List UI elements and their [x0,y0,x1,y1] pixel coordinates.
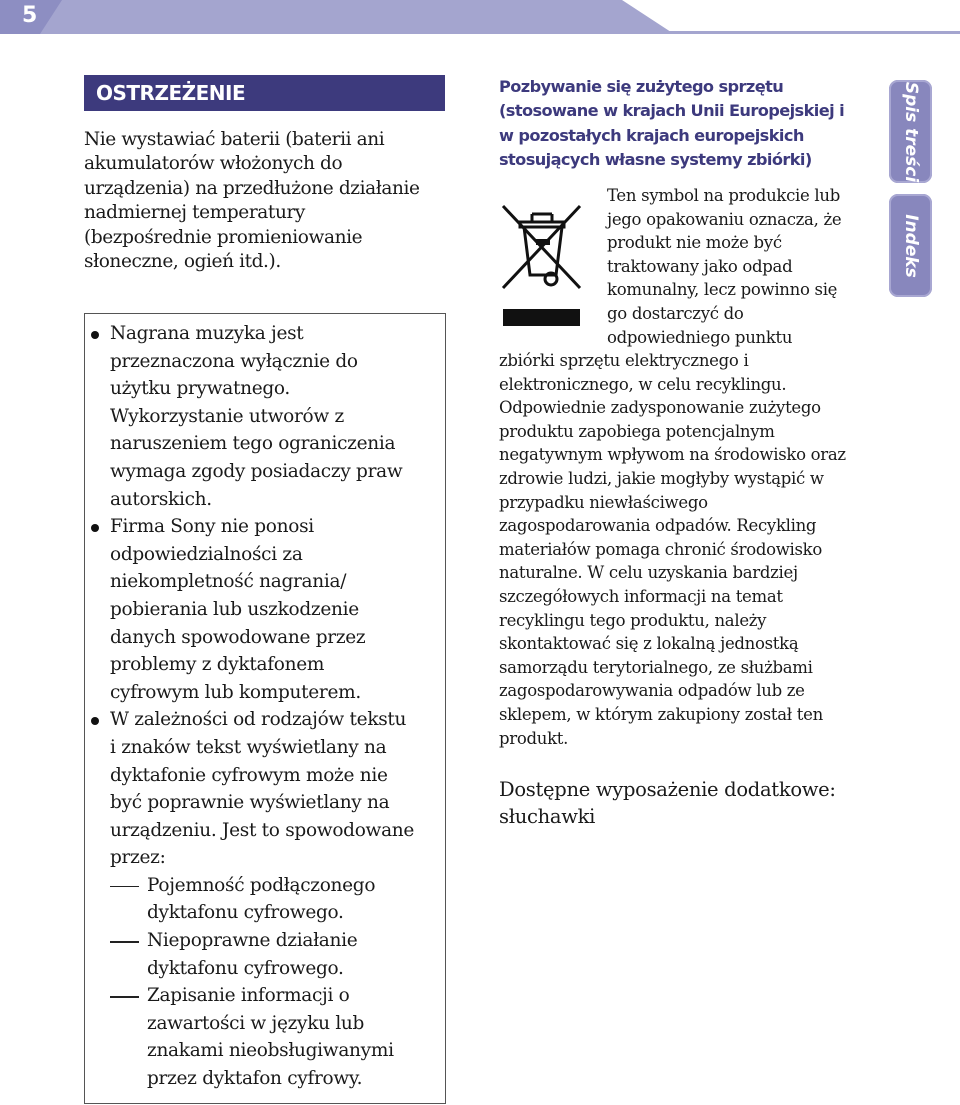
warning-line: nadmiernej temperatury [84,202,305,224]
disposal-line: produktu zapobiega potencjalnym [499,421,775,441]
notice-line: wymaga zgody posiadaczy praw [110,460,403,482]
notice-line: Wykorzystanie utworów z [110,405,344,427]
warning-line: urządzenia) na przedłużone działanie [84,177,420,199]
symbol-line: odpowiedniego punktu [607,327,793,347]
sub-item-line: Pojemność podłączonego [147,874,376,896]
tab-index-label: Indeks [900,213,921,278]
disposal-heading-line: w pozostałych krajach europejskich [499,125,804,145]
disposal-line: zagospodarowywania odpadów lub ze [499,681,805,701]
dash-icon [110,996,139,998]
notice-line: dyktafonie cyfrowym może nie [110,764,388,786]
symbol-description [607,184,867,349]
notice-item-display [107,706,437,1092]
top-bar-shape [0,0,960,34]
page-number: 5 [22,3,38,28]
disposal-line: skontaktować się z lokalną jednostką [499,634,799,654]
sub-item-line: znakami nieobsługiwanymi [147,1040,394,1062]
notice-item-liability [107,513,437,706]
symbol-line: produkt nie może być [607,233,782,253]
disposal-line: naturalne. W celu uzyskania bardziej [499,563,798,583]
bullet-icon [91,331,99,339]
symbol-line: Ten symbol na produkcie lub [607,186,840,205]
warning-text [84,128,454,274]
sub-item-unsupported-language [110,982,437,1092]
notice-list [107,320,437,1093]
warning-line: akumulatorów włożonych do [84,153,343,175]
warning-line: (bezpośrednie promieniowanie [84,226,363,248]
disposal-line: szczegółowych informacji na temat [499,586,783,606]
symbol-line: traktowany jako odpad [607,256,793,276]
disposal-line: produkt. [499,728,569,748]
weee-black-bar [503,309,580,326]
notice-line: odpowiedzialności za [110,543,303,565]
sub-item-line: przez dyktafon cyfrowy. [147,1068,363,1090]
disposal-line: zagospodarowania odpadów. Recykling [499,516,817,536]
disposal-heading-line: (stosowane w krajach Unii Europejskiej i [499,101,845,121]
sub-item-line: dyktafonu cyfrowego. [147,957,344,979]
notice-line: autorskich. [110,488,212,510]
notice-line: przez: [110,847,166,869]
notice-item-music [107,320,437,513]
notice-line: użytku prywatnego. [110,378,290,400]
dash-icon [110,941,139,943]
top-bar [0,0,960,34]
disposal-line: przypadku niewłaściwego [499,492,708,512]
notice-line: Nagrana muzyka jest [110,323,304,344]
disposal-line: samorządu terytorialnego, ze służbami [499,657,813,677]
warning-line: Nie wystawiać baterii (baterii ani [84,129,385,150]
notice-line: naruszeniem tego ograniczenia [110,433,396,455]
disposal-heading-line: Pozbywanie się zużytego sprzętu [499,77,784,96]
symbol-line: komunalny, lecz powinno się [607,280,838,300]
symbol-line: jego opakowaniu oznacza, że [607,209,842,229]
notice-line: problemy z dyktafonem [110,654,325,676]
disposal-heading [499,75,864,173]
disposal-line: zbiórki sprzętu elektrycznego i [499,351,749,370]
tab-table-of-contents[interactable] [889,80,932,183]
disposal-line: sklepem, w którym zakupiony został ten [499,704,823,724]
accessories-line: słuchawki [499,804,596,828]
notice-line: cyfrowym lub komputerem. [110,681,361,703]
disposal-line: negatywnym wpływom na środowisko oraz [499,445,846,465]
notice-line: danych spowodowane przez [110,626,366,648]
warning-line: słoneczne, ogień itd.). [84,251,281,273]
disposal-heading-line: stosujących własne systemy zbiórki) [499,150,812,170]
sub-item-line: Zapisanie informacji o [147,985,350,1007]
tab-index[interactable] [889,194,932,297]
sub-item-malfunction [110,927,437,982]
accessories-info [499,777,869,830]
notice-line: niekompletność nagrania/ [110,571,347,593]
tab-table-of-contents-label: Spis treści [900,81,921,182]
symbol-line: go dostarczyć do [607,303,744,323]
notice-line: być poprawnie wyświetlany na [110,792,390,814]
dash-icon [110,886,139,888]
disposal-line: Odpowiednie zadysponowanie zużytego [499,398,821,418]
notice-line: pobierania lub uszkodzenie [110,598,359,620]
disposal-line: recyklingu tego produktu, należy [499,610,767,630]
sub-item-line: zawartości w języku lub [147,1012,365,1034]
warning-heading: OSTRZEŻENIE [84,75,445,111]
disposal-body [499,349,869,750]
disposal-line: elektronicznego, w celu recyklingu. [499,374,787,394]
accessories-line: Dostępne wyposażenie dodatkowe: [499,778,836,801]
sub-item-capacity [110,872,437,927]
disposal-line: materiałów pomaga chronić środowisko [499,539,823,559]
notice-line: Firma Sony nie ponosi [110,516,314,538]
sub-item-line: Niepoprawne działanie [147,930,358,952]
notice-line: przeznaczona wyłącznie do [110,350,358,372]
notice-line: W zależności od rodzajów tekstu [110,709,407,731]
notice-line: urządzeniu. Jest to spowodowane [110,819,415,841]
notice-line: i znaków tekst wyświetlany na [110,736,387,758]
disposal-line: zdrowie ludzi, jakie mogłyby wystąpić w [499,468,824,488]
sub-item-line: dyktafonu cyfrowego. [147,902,344,924]
crossed-out-wheelie-bin-icon [500,203,585,293]
